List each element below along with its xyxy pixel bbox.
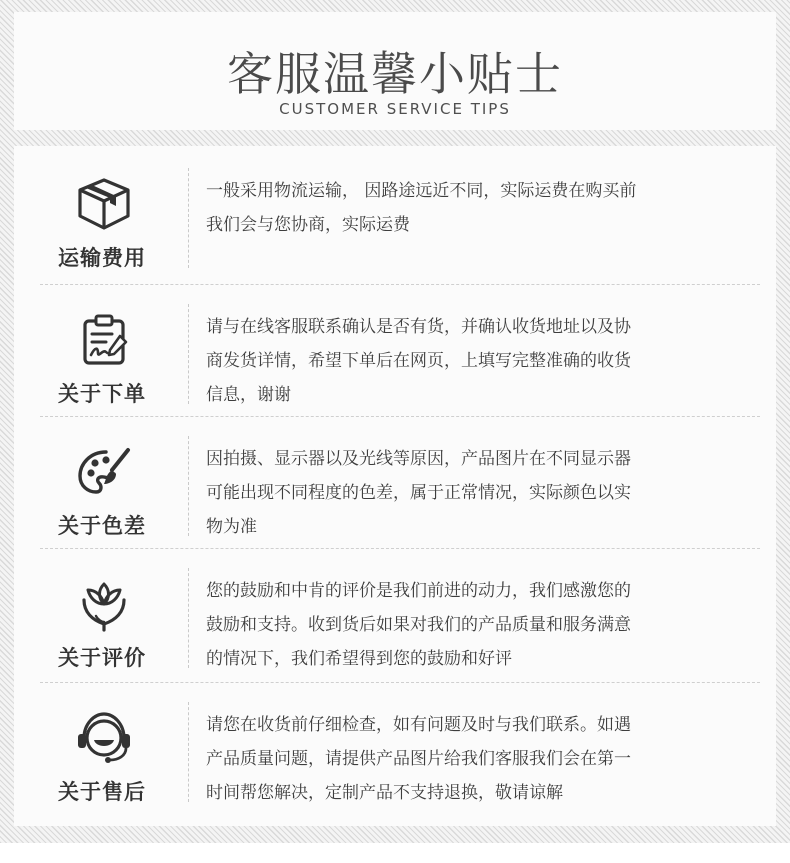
divider	[188, 568, 189, 668]
tips-panel	[14, 146, 776, 826]
row-separator	[40, 284, 760, 285]
tip-label: 关于售后	[58, 780, 146, 804]
package-box-icon	[76, 176, 132, 232]
tip-color-difference	[40, 418, 750, 552]
headset-support-icon	[76, 710, 132, 766]
tip-ordering	[40, 286, 750, 420]
tip-text: 因拍摄、显示器以及光线等原因，产品图片在不同显示器 可能出现不同程度的色差，属于正常情况，实际颜色以实 物为准	[206, 449, 631, 537]
page-subtitle: CUSTOMER SERVICE TIPS	[279, 100, 511, 118]
tip-text: 一般采用物流运输， 因路途远近不同，实际运费在购买前 我们会与您协商，实际运费	[206, 181, 637, 235]
divider	[188, 436, 189, 536]
tip-text: 请与在线客服联系确认是否有货，并确认收货地址以及协 商发货详情，希望下单后在网页，上填写完整准确的收货 信息，谢谢	[206, 317, 631, 405]
clipboard-order-icon	[76, 312, 132, 368]
tip-shipping-cost	[40, 150, 750, 284]
tip-after-sales	[40, 684, 750, 818]
tip-label: 关于评价	[58, 646, 146, 670]
tip-text: 请您在收货前仔细检查，如有问题及时与我们联系。如遇 产品质量问题，请提供产品图片给我们客服我们会在第一 时间帮您解决，定制产品不支持退换，敬请谅解	[206, 715, 631, 803]
tip-text: 您的鼓励和中肯的评价是我们前进的动力，我们感激您的 鼓励和支持。收到货后如果对我们的产品质量和服务满意 的情况下，我们希望得到您的鼓励和好评	[206, 581, 631, 669]
divider	[188, 304, 189, 404]
palette-brush-icon	[76, 444, 132, 500]
tip-label: 运输费用	[58, 246, 146, 270]
row-separator	[40, 682, 760, 683]
tip-reviews	[40, 550, 750, 684]
page-title: 客服温馨小贴士	[227, 47, 563, 101]
row-separator	[40, 416, 760, 417]
flower-heart-icon	[76, 576, 132, 632]
divider	[188, 168, 189, 268]
tip-label: 关于色差	[58, 514, 146, 538]
row-separator	[40, 548, 760, 549]
tip-label: 关于下单	[58, 382, 146, 406]
divider	[188, 702, 189, 802]
